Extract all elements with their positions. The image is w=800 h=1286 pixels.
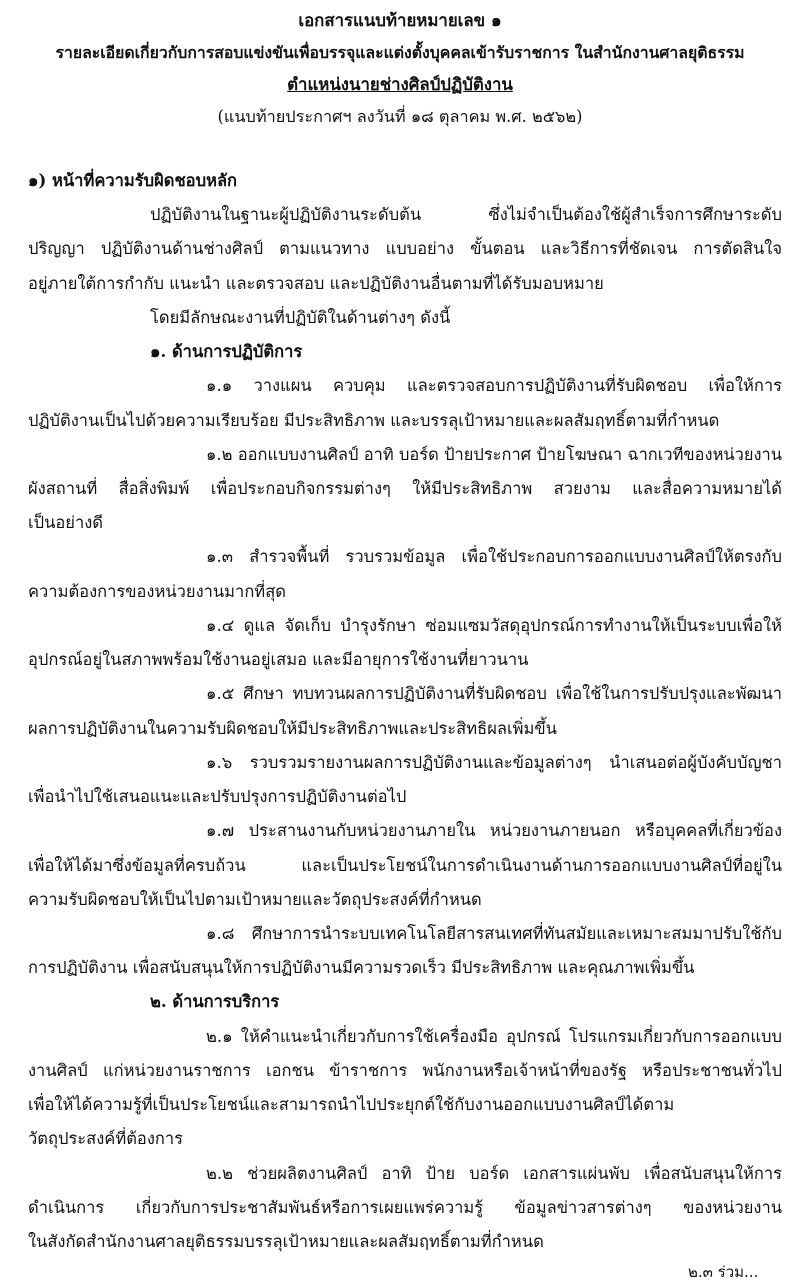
list-item-line: ๑.๒ ออกแบบงานศิลป์ อาทิ บอร์ด ป้ายประกาศ ป้ายโฆษณา ฉากเวทีของหน่วยงาน bbox=[206, 445, 782, 464]
section-heading-responsibilities: ๑) หน้าที่ความรับผิดชอบหลัก bbox=[28, 171, 238, 190]
attachment-title: เอกสารแนบท้ายหมายเลข ๑ bbox=[298, 10, 502, 30]
list-item-line: วัตถุประสงค์ที่ต้องการ bbox=[28, 1129, 184, 1148]
list-item-line: ผลการปฏิบัติงานในความรับผิดชอบให้มีประสิทธิภาพและประสิทธิผลเพิ่มขึ้น bbox=[28, 719, 557, 738]
list-item-line: เพื่อให้ได้มาซึ่งข้อมูลที่ครบถ้วน และเป็นประโยชน์ในการดำเนินงานด้านการออกแบบงานศิลป์ที่อยู่ใน bbox=[28, 856, 782, 875]
list-item-line: ในสังกัดสำนักงานศาลยุติธรรมบรรลุเป้าหมายและผลสัมฤทธิ์ตามที่กำหนด bbox=[28, 1232, 544, 1251]
intro-line: ปฏิบัติงานในฐานะผู้ปฏิบัติงานระดับต้น ซึ่งไม่จำเป็นต้องใช้ผู้สำเร็จการศึกษาระดับ bbox=[150, 205, 782, 224]
list-item-line: ดำเนินการ เกี่ยวกับการประชาสัมพันธ์หรือการเผยแพร่ความรู้ ข้อมูลข่าวสารต่างๆ ของหน่วยงาน bbox=[28, 1198, 782, 1217]
list-item-line: การปฏิบัติงาน เพื่อสนับสนุนให้การปฏิบัติงานมีความรวดเร็ว มีประสิทธิภาพ และคุณภาพเพิ่มขึ้น bbox=[28, 958, 695, 977]
intro-line: อยู่ภายใต้การกำกับ แนะนำ และตรวจสอบ และปฏิบัติงานอื่นตามที่ได้รับมอบหมาย bbox=[28, 274, 604, 293]
list-item-line: ๑.๕ ศึกษา ทบทวนผลการปฏิบัติงานที่รับผิดชอบ เพื่อใช้ในการปรับปรุงและพัฒนา bbox=[206, 684, 782, 703]
list-item-line: เพื่อให้ได้ความรู้ที่เป็นประโยชน์และสามารถนำไปประยุกต์ใช้กับงานออกแบบงานศิลป์ได้ตาม bbox=[28, 1095, 675, 1114]
position-title: ตำแหน่งนายช่างศิลป์ปฏิบัติงาน bbox=[287, 74, 513, 94]
part-heading-services: ๒. ด้านการบริการ bbox=[150, 992, 280, 1011]
list-item-line: ๑.๗ ประสานงานกับหน่วยงานภายใน หน่วยงานภายนอก หรือบุคคลที่เกี่ยวข้อง bbox=[206, 821, 782, 840]
intro-line: ปริญญา ปฏิบัติงานด้านช่างศิลป์ ตามแนวทาง แบบอย่าง ขั้นตอน และวิธีการที่ชัดเจน การตัดสินใจ bbox=[28, 239, 782, 258]
list-item-line: ความต้องการของหน่วยงานมากที่สุด bbox=[28, 582, 286, 601]
list-item-line: อุปกรณ์อยู่ในสภาพพร้อมใช้งานอยู่เสมอ และมีอายุการใช้งานที่ยาวนาน bbox=[28, 650, 529, 669]
list-item-line: ๒.๒ ช่วยผลิตงานศิลป์ อาทิ ป้าย บอร์ด เอกสารแผ่นพับ เพื่อสนับสนุนให้การ bbox=[206, 1164, 782, 1183]
list-item-line: งานศิลป์ แก่หน่วยงานราชการ เอกชน ข้าราชการ พนักงานหรือเจ้าหน้าที่ของรัฐ หรือประชาชนทั่วไป bbox=[28, 1061, 782, 1080]
list-item-line: ๑.๑ วางแผน ควบคุม และตรวจสอบการปฏิบัติงานที่รับผิดชอบ เพื่อให้การ bbox=[206, 376, 782, 395]
list-item-line: ๑.๘ ศึกษาการนำระบบเทคโนโลยีสารสนเทศที่ทันสมัยและเหมาะสมมาปรับใช้กับ bbox=[206, 924, 782, 943]
list-item-line: ๑.๔ ดูแล จัดเก็บ บำรุงรักษา ซ่อมแซมวัสดุอุปกรณ์การทำงานให้เป็นระบบเพื่อให้ bbox=[206, 616, 782, 635]
part-heading-operations: ๑. ด้านการปฏิบัติการ bbox=[150, 342, 303, 361]
document-subject: รายละเอียดเกี่ยวกับการสอบแข่งขันเพื่อบรรจุและแต่งตั้งบุคคลเข้ารับราชการ ในสำนักงานศาลยุติธรรม bbox=[55, 43, 745, 62]
list-item-line: ๑.๓ สำรวจพื้นที่ รวบรวมข้อมูล เพื่อใช้ประกอบการออกแบบงานศิลป์ให้ตรงกับ bbox=[206, 547, 782, 566]
continuation-marker: ๒.๓ ร่วม... bbox=[688, 1263, 759, 1281]
list-item-line: ๑.๖ รวบรวมรายงานผลการปฏิบัติงานและข้อมูลต่างๆ นำเสนอต่อผู้บังคับบัญชา bbox=[206, 753, 782, 772]
list-item-line: ผังสถานที่ สื่อสิ่งพิมพ์ เพื่อประกอบกิจกรรมต่างๆ ให้มีประสิทธิภาพ สวยงาม และสื่อความหมายได้ bbox=[28, 479, 782, 498]
intro-lead: โดยมีลักษณะงานที่ปฏิบัติในด้านต่างๆ ดังนี้ bbox=[150, 308, 451, 327]
list-item-line: เป็นอย่างดี bbox=[28, 513, 104, 532]
list-item-line: เพื่อนำไปใช้เสนอแนะและปรับปรุงการปฏิบัติงานต่อไป bbox=[28, 787, 407, 806]
list-item-line: ๒.๑ ให้คำแนะนำเกี่ยวกับการใช้เครื่องมือ อุปกรณ์ โปรแกรมเกี่ยวกับการออกแบบ bbox=[206, 1027, 782, 1046]
announcement-reference: (แนบท้ายประกาศฯ ลงวันที่ ๑๘ ตุลาคม พ.ศ. ๒๕๖๒) bbox=[217, 107, 583, 126]
list-item-line: ความรับผิดชอบให้เป็นไปตามเป้าหมายและวัตถุประสงค์ที่กำหนด bbox=[28, 890, 482, 909]
list-item-line: ปฏิบัติงานเป็นไปด้วยความเรียบร้อย มีประสิทธิภาพ และบรรลุเป้าหมายและผลสัมฤทธิ์ตามที่กำหนด bbox=[28, 411, 720, 430]
